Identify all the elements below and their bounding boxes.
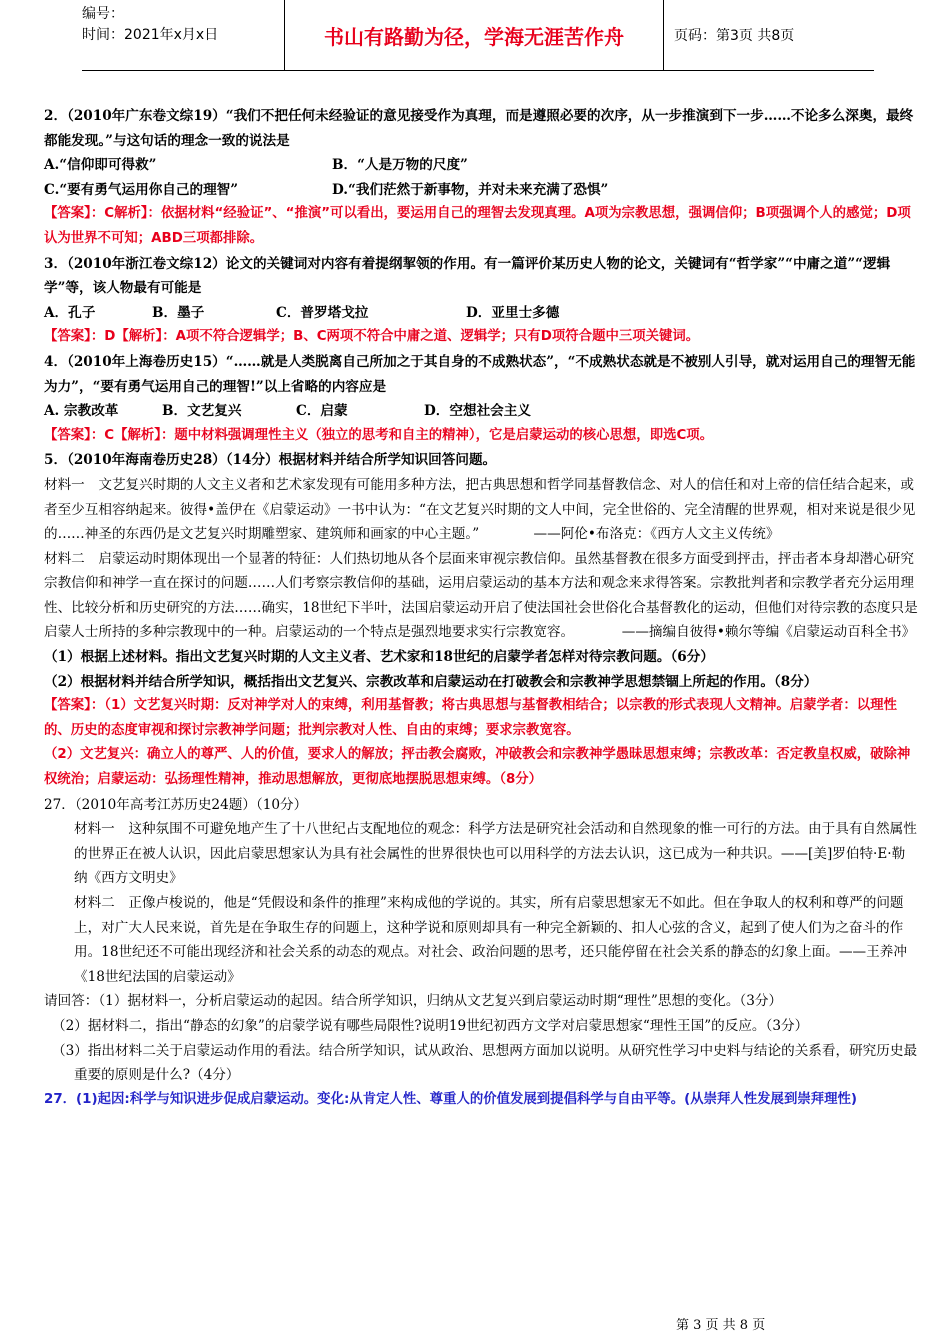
header-motto: 书山有路勤为径，学海无涯苦作舟 [285,0,664,70]
document-number: 编号： [82,6,124,22]
page-header [82,0,874,71]
option-d: D.“我们茫然于新事物，并对未来充满了恐惧” [332,181,609,198]
question-5-answer-2: （2）文艺复兴：确立人的尊严、人的价值，要求人的解放；抨击教会腐败，冲破教会和宗教神学愚昧思想束缚；宗教改革：否定教皇权威，破除神权统治；启蒙运动：弘扬理性精神，推动思想解放，更彻底地摆脱思想束缚。（8分） [44,747,911,788]
question-4-stem: 4．（2010年上海卷历史15）“……就是人类脱离自己所加之于其自身的不成熟状态”，“不成熟状态就是不被别人引导，就对运用自己的理智无能为力”，“要有勇气运用自己的理智!”以上省略的内容应是 [44,353,916,395]
header-page-number: 页码：第3页 共8页 [674,28,795,44]
question-5-sub-1: （1）根据上述材料。指出文艺复兴时期的人文主义者、艺术家和18世纪的启蒙学者怎样对待宗教问题。（6分） [44,649,714,666]
question-27-material-2: 材料二 正像卢梭说的，他是“凭假设和条件的推理”来构成他的学说的。其实，所有启蒙思想家无不如此。但在争取人的权利和尊严的问题上，对广大人民来说，首先是在争取生存的问题上，这种学说和原则却具有一种完全新颖的、扣人心弦的含义，起到了使人们为之奋斗的作用。18世纪还不可能出现经济和社会关系的动态的观点。对社会、政治问题的思考，还只能停留在社会关系的静态的幻象上面。——王养冲《18世纪法国的启蒙运动》 [74,895,907,985]
question-4-options [44,399,918,424]
option-d: D．亚里士多德 [466,304,560,321]
question-5-answer-1: 【答案】：（1）文艺复兴时期：反对神学对人的束缚，利用基督教；将古典思想与基督教相结合；以宗教的形式表现人文精神。启蒙学者：以理性的、历史的态度审视和探讨宗教神学问题；批判宗教对人性、自由的束缚；要求宗教宽容。 [44,698,897,738]
question-27-sub-3: （3）指出材料二关于启蒙运动作用的看法。结合所学知识，试从政治、思想两方面加以说明。从研究性学习中史料与结论的关系看，研究历史最重要的原则是什么?（4分） [52,1042,918,1084]
option-d: D．空想社会主义 [424,403,531,420]
page-footer: 第 3 页 共 8 页 [676,1318,766,1333]
option-b: B．墨子 [152,304,205,321]
option-a: A.“信仰即可得救” [44,157,157,174]
question-3-answer: 【答案】：D【解析】：A项不符合逻辑学；B、C两项不符合中庸之道、逻辑学；只有D项符合题中三项关键词。 [44,329,700,345]
question-2-answer: 【答案】：C解析】：依据材料“经验证”、“推演”可以看出，要运用自己的理智去发现真理。A项为宗教思想，强调信仰；B项强调个人的感觉；D项认为世界不可知；ABD三项都排除。 [44,206,911,246]
question-5-material-2: 材料二 启蒙运动时期体现出一个显著的特征：人们热切地从各个层面来审视宗教信仰。虽然基督教在很多方面受到抨击，抨击者本身却潜心研究宗教信仰和神学一直在探讨的问题……人们考察宗教信仰的基础，运用启蒙运动的基本方法和观念来求得答案。宗教批判者和宗教学者充分运用理性、比较分析和历史研究的方法……确实，18世纪下半叶，法国启蒙运动开启了使法国社会世俗化合基督教化的运动，但他们对待宗教的态度只是启蒙人士所持的多种宗教现中的一种。启蒙运动的一个特点是强烈地要求实行宗教宽容。 ——摘编自彼得•赖尔等编《启蒙运动百科全书》 [44,550,918,641]
question-4-answer: 【答案】：C【解析】：题中材料强调理性主义（独立的思考和自主的精神），它是启蒙运动的核心思想，即选C项。 [44,427,714,443]
document-body [44,104,918,1112]
document-date: 时间：2021年x月x日 [82,27,219,43]
question-3-stem: 3．（2010年浙江卷文综12）论文的关键词对内容有着提纲挈领的作用。有一篇评价某历史人物的论文，关键词有“哲学家”“中庸之道”“逻辑学”等，该人物最有可能是 [44,255,891,297]
question-27-sub-1: 请回答：（1）据材料一，分析启蒙运动的起因。结合所学知识，归纳从文艺复兴到启蒙运动时期“理性”思想的变化。（3分） [44,993,783,1010]
question-5-stem: 5．（2010年海南卷历史28）（14分）根据材料并结合所学知识回答问题。 [44,452,497,469]
question-27-answer: 27．(1)起因:科学与知识进步促成启蒙运动。变化:从肯定人性、尊重人的价值发展到提倡科学与自由平等。(从崇拜人性发展到崇拜理性) [44,1091,858,1107]
question-2-options-row-2 [44,178,918,203]
question-2-options-row-1 [44,153,918,178]
option-c: C.“要有勇气运用你自己的理智” [44,181,239,198]
header-meta [82,0,285,70]
option-a: A．孔子 [44,304,96,321]
question-27-material-1: 材料一 这种氛围不可避免地产生了十八世纪占支配地位的观念：科学方法是研究社会活动和自然现象的惟一可行的方法。由于具有自然属性的世界正在被人认识，因此启蒙思想家认为具有社会属性的世界很快也可以用科学的方法去认识，这已成为一种共识。——[美]罗伯特·E·勒纳《西方文明史》 [74,821,917,887]
question-5-material-1: 材料一 文艺复兴时期的人文主义者和艺术家发现有可能用多种方法，把古典思想和哲学同基督教信念、对人的信任和对上帝的信任结合起来，或者至少互相容纳起来。彼得•盖伊在《启蒙运动》一书中认为：“在文艺复兴时期的文人中间，完全世俗的、完全清醒的世界观，相对来说是很少见的……神圣的东西仍是文艺复兴时期雕塑家、建筑师和画家的中心主题。” ——阿伦•布洛克：《西方人文主义传统》 [44,476,916,543]
question-27-sub-2: （2）据材料二，指出“静态的幻象”的启蒙学说有哪些局限性?说明19世纪初西方文学对启蒙思想家“理性王国”的反应。（3分） [52,1017,809,1034]
option-c: C．启蒙 [296,403,348,420]
question-3-options [44,301,918,326]
option-b: B．文艺复兴 [162,403,242,420]
question-27-stem: 27．（2010年高考江苏历史24题）（10分） [44,796,308,813]
question-2-stem: 2．（2010年广东卷文综19）“我们不把任何未经验证的意见接受作为真理，而是遵照必要的次序，从一步推演到下一步……不论多么深奥，最终都能发现。”与这句话的理念一致的说法是 [44,108,914,149]
question-5-sub-2: （2）根据材料并结合所学知识，概括指出文艺复兴、宗教改革和启蒙运动在打破教会和宗教神学思想禁锢上所起的作用。（8分） [44,673,818,690]
option-c: C．普罗塔戈拉 [276,304,369,321]
option-b: B．“人是万物的尺度” [332,157,468,174]
option-a: A. 宗教改革 [44,403,119,420]
